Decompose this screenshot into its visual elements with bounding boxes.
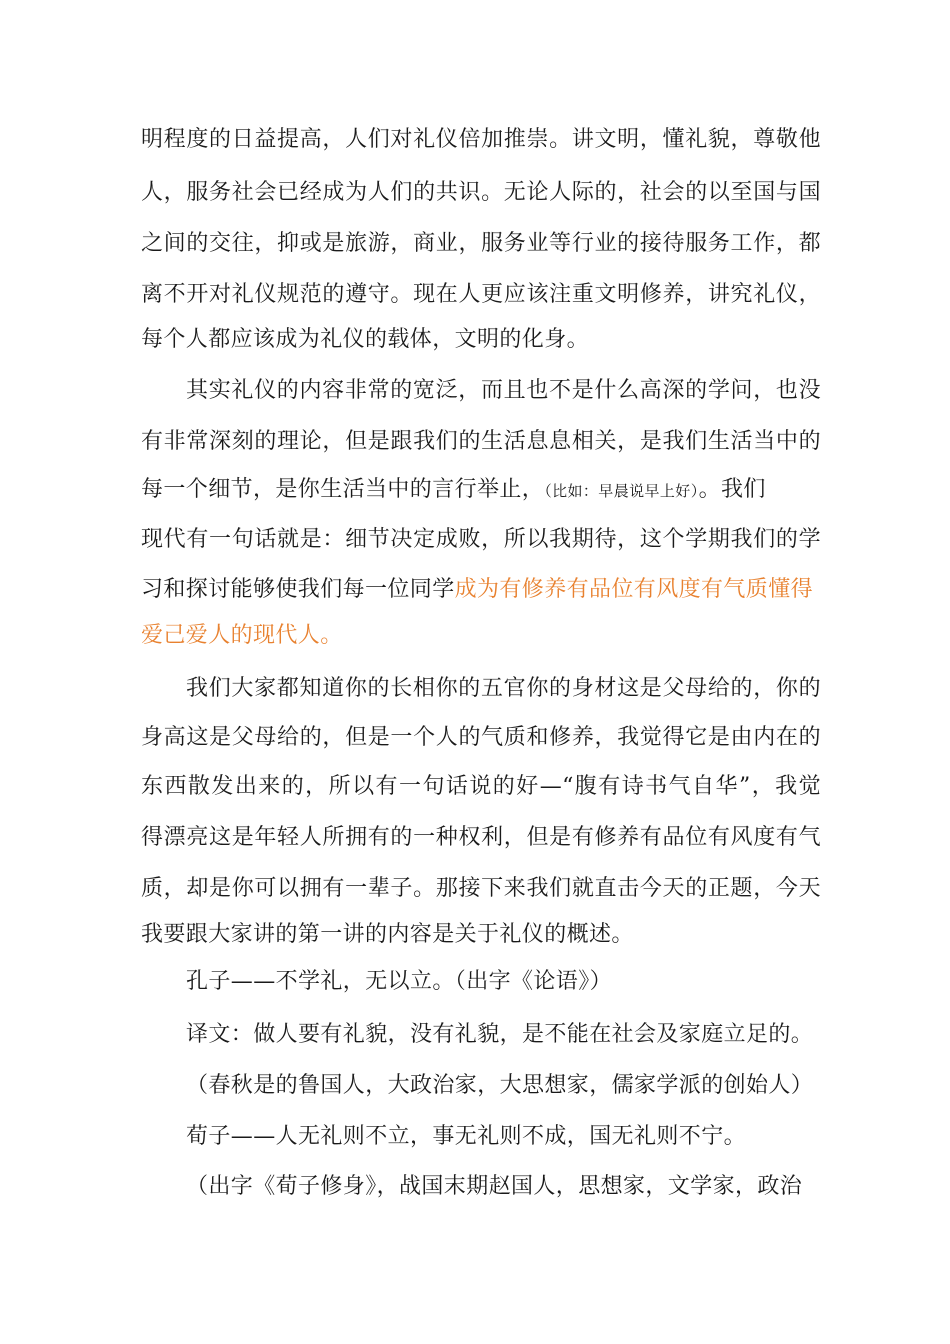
paragraph-line xyxy=(141,475,821,506)
paragraph-line: 其实礼仪的内容非常的宽泛，而且也不是什么高深的学问，也没 xyxy=(186,378,821,403)
paragraph-text: 每一个细节，是你生活当中的言行举止， xyxy=(141,477,545,502)
paragraph-line: 东西散发出来的，所以有一句话说的好—“腹有诗书气自华”，我觉 xyxy=(141,774,821,799)
paragraph-line: 每个人都应该成为礼仪的载体，文明的化身。 xyxy=(141,327,590,352)
paragraph-line: 有非常深刻的理论，但是跟我们的生活息息相关，是我们生活当中的 xyxy=(141,429,821,454)
paragraph-text: 习和探讨能够使我们每一位同学 xyxy=(141,577,455,602)
paragraph-line: 之间的交往，抑或是旅游，商业，服务业等行业的接待服务工作，都 xyxy=(141,231,821,256)
confucius-quote: 孔子——不学礼，无以立。（出字《论语》） xyxy=(186,969,613,994)
xunzi-note: （出字《荀子修身》，战国末期赵国人，思想家，文学家，政治 xyxy=(186,1174,803,1199)
paragraph-line: 身高这是父母给的，但是一个人的气质和修养，我觉得它是由内在的 xyxy=(141,725,821,750)
highlighted-line: 爱己爱人的现代人。 xyxy=(141,623,343,648)
paragraph-line: 得漂亮这是年轻人所拥有的一种权利，但是有修养有品位有风度有气 xyxy=(141,825,821,850)
paragraph-line: 我要跟大家讲的第一讲的内容是关于礼仪的概述。 xyxy=(141,922,634,947)
paragraph-line: 质，却是你可以拥有一辈子。那接下来我们就直击今天的正题，今天 xyxy=(141,876,821,901)
example-note: （比如：早晨说早上好） xyxy=(544,482,699,500)
highlighted-text: 成为有修养有品位有风度有气质懂得 xyxy=(454,577,814,602)
xunzi-quote: 荀子——人无礼则不立，事无礼则不成，国无礼则不宁。 xyxy=(186,1124,747,1149)
paragraph-text: 。我们 xyxy=(698,477,766,502)
confucius-note: （春秋是的鲁国人，大政治家，大思想家，儒家学派的创始人） xyxy=(186,1073,814,1098)
paragraph-line xyxy=(141,575,821,605)
paragraph-line: 明程度的日益提高，人们对礼仪倍加推崇。讲文明，懂礼貌，尊敬他 xyxy=(141,127,821,152)
paragraph-line: 我们大家都知道你的长相你的五官你的身材这是父母给的，你的 xyxy=(186,676,821,701)
paragraph-line: 现代有一句话就是：细节决定成败，所以我期待，这个学期我们的学 xyxy=(141,527,821,552)
paragraph-line: 人，服务社会已经成为人们的共识。无论人际的，社会的以至国与国 xyxy=(141,180,821,205)
translation-line: 译文：做人要有礼貌，没有礼貌，是不能在社会及家庭立足的。 xyxy=(186,1022,814,1047)
paragraph-line: 离不开对礼仪规范的遵守。现在人更应该注重文明修养，讲究礼仪， xyxy=(141,282,821,307)
